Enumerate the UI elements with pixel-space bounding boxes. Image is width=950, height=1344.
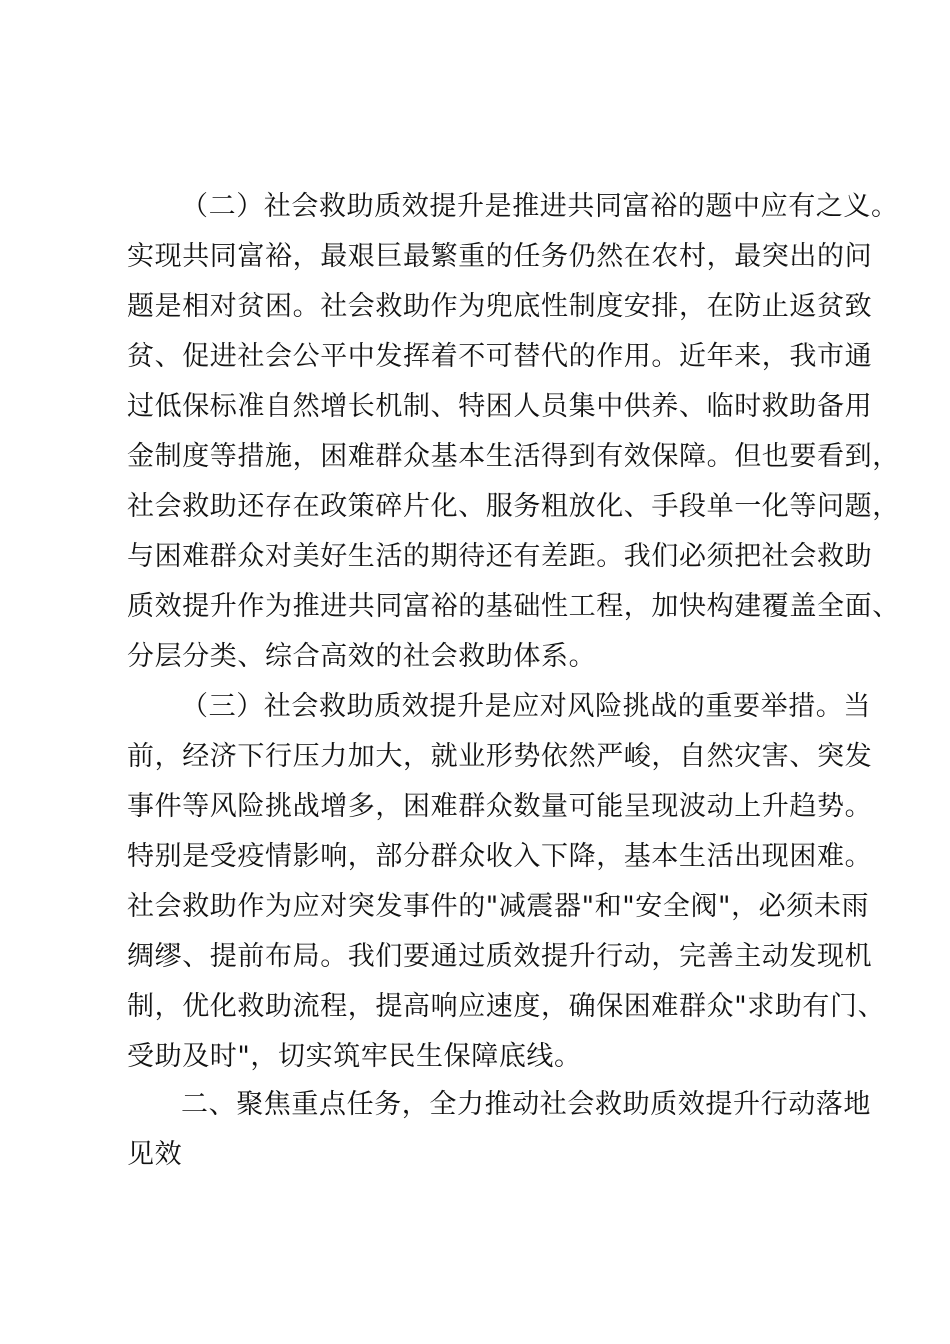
- section-heading: [127, 1080, 871, 1180]
- paragraph-2-line: 与困难群众对美好生活的期待还有差距。我们必须把社会救助: [127, 541, 873, 572]
- paragraph-3-line: 绸缪、提前布局。我们要通过质效提升行动，完善主动发现机: [127, 941, 873, 972]
- paragraph-3-line: 社会救助作为应对突发事件的"减震器"和"安全阀"，必须未雨: [127, 891, 870, 922]
- paragraph-2-line: 质效提升作为推进共同富裕的基础性工程，加快构建覆盖全面、: [127, 591, 900, 622]
- paragraph-2-line: （二）社会救助质效提升是推进共同富裕的题中应有之义。: [181, 191, 899, 222]
- section-heading-line: 见效: [127, 1139, 183, 1170]
- paragraph-3: [127, 682, 886, 1082]
- paragraph-3-line: 特别是受疫情影响，部分群众收入下降，基本生活出现困难。: [127, 841, 873, 872]
- paragraph-2-line: 社会救助还存在政策碎片化、服务粗放化、手段单一化等问题，: [127, 491, 900, 522]
- paragraph-2-line: 分层分类、综合高效的社会救助体系。: [127, 641, 597, 672]
- paragraph-3-line: 事件等风险挑战增多，困难群众数量可能呈现波动上升趋势。: [127, 791, 873, 822]
- paragraph-2-line: 过低保标准自然增长机制、特困人员集中供养、临时救助备用: [127, 391, 873, 422]
- paragraph-3-line: 前，经济下行压力加大，就业形势依然严峻，自然灾害、突发: [127, 741, 873, 772]
- paragraph-2-line: 贫、促进社会公平中发挥着不可替代的作用。近年来，我市通: [127, 341, 873, 372]
- section-heading-line: 二、聚焦重点任务，全力推动社会救助质效提升行动落地: [181, 1089, 871, 1120]
- paragraph-2-line: 金制度等措施，困难群众基本生活得到有效保障。但也要看到，: [127, 441, 900, 472]
- paragraph-3-line: 制，优化救助流程，提高响应速度，确保困难群众"求助有门、: [127, 991, 886, 1022]
- paragraph-2-line: 题是相对贫困。社会救助作为兜底性制度安排，在防止返贫致: [127, 291, 873, 322]
- paragraph-2: [127, 182, 900, 682]
- paragraph-3-line: 受助及时"，切实筑牢民生保障底线。: [127, 1041, 582, 1072]
- paragraph-3-line: （三）社会救助质效提升是应对风险挑战的重要举措。当: [181, 691, 871, 722]
- paragraph-2-line: 实现共同富裕，最艰巨最繁重的任务仍然在农村，最突出的问: [127, 241, 873, 272]
